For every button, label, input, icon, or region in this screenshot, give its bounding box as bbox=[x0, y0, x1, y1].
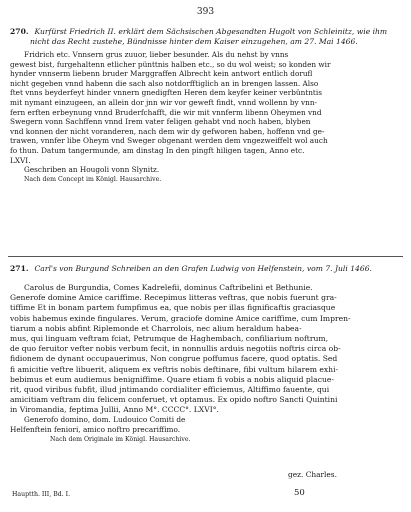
doc271-body bbox=[10, 283, 404, 444]
doc271-address-line: Generofo domino, dom. Ludouico Comiti de bbox=[24, 415, 186, 425]
doc270-number: 270. bbox=[10, 27, 29, 36]
doc271-line: fidionem de dynant occupauerimus, Non congrue poffumus facere, quod optatis. Sed bbox=[10, 354, 338, 364]
doc271-line: in Viromandia, feptima Jullii, Anno M°. CCCC°. LXVI°. bbox=[10, 405, 219, 415]
doc270-line: hynder vnnserm liebenn bruder Marggraffen Albrecht kein antwort entlich dorufl bbox=[10, 69, 313, 79]
doc270-title-line-1: Kurfürst Friedrich II. erklärt dem Sächsischen Abgesandten Hugolt von Schleinitz, wie ihm bbox=[34, 27, 388, 36]
doc271-line: fi amicitie veftre libuerit, aliquem ex veftris nobis deftinare, fibi vultum hilarem exhi- bbox=[10, 364, 339, 374]
doc270-source-note: Nach dem Concept im Königl. Hausarchive. bbox=[24, 175, 162, 183]
footer-signature-mark: 50 bbox=[294, 488, 305, 498]
doc271-line: rit, quod viribus fubfit, illud jntimando cordialiter efficiemus, Altiffimo fauente, qui bbox=[10, 384, 330, 394]
doc270-line: nicht gegeben vnnd habenn die sach also notdorfftiglich an in brengen lassen. Also bbox=[10, 78, 319, 88]
doc270-line: Swegern vonn Sachffenn vnnd Irem vater feligen gehabt vnd noch haben, blyben bbox=[10, 117, 311, 127]
doc270-title-line-2: nicht das Recht zustehe, Bündnisse hinter dem Kaiser einzugehen, am 27. Mai 1466. bbox=[30, 37, 358, 46]
doc271-title-text: Carl's von Burgund Schreiben an den Grafen Ludwig von Helfenstein, vom 7. Juli 1466. bbox=[34, 264, 372, 273]
doc271-source-note: Nach dem Originale im Königl. Hausarchive. bbox=[50, 435, 191, 443]
doc270-line: fo thun. Datum tangermunde, am dinstag In den pingft hiligen tagen, Anno etc. bbox=[10, 145, 305, 155]
doc270-line: ftet vnns beyderfeyt hinder vnnern gnedigften Heren dem keyfer keiner verbüntntis bbox=[10, 88, 322, 98]
doc271-line: mus, qui linguam veftram fciat, Petrumque de Haghembach, confiliarium noftrum, bbox=[10, 333, 328, 343]
doc270-line: vnd konnen der nicht voranderen, nach dem wir dy gefworen haben, hoffenn vnd ge- bbox=[10, 126, 325, 136]
doc270-line: gewest bist, furgehaltenn etlicher pünttnis halben etc., so du wol weist; so konden wir bbox=[10, 59, 331, 69]
doc271-signature: gez. Charles. bbox=[288, 470, 337, 479]
footer-volume-ref: Hauptth. III, Bd. I. bbox=[12, 491, 71, 498]
doc271-line: vobis habemus exinde fingulares. Verum, graciofe domine Amice cariffime, cum Impren- bbox=[10, 313, 351, 323]
doc271-line: de quo feruitor vefter nobis verbum fecit, in nonnullis arduis negotiis noftris circa ob- bbox=[10, 344, 341, 354]
doc271-title bbox=[10, 264, 402, 274]
doc271-line: amicitiam veftram diu felicem conferuet, vt optamus. Ex opido noftro Sancti Quintini bbox=[10, 395, 338, 405]
doc270-line: Fridrich etc. Vnnsern grus zuuor, lieber besunder. Als du nehst by vnns bbox=[24, 50, 289, 59]
doc271-line: Carolus de Burgundia, Comes Kadrelefii, dominus Caftribelini et Bethunie. bbox=[24, 283, 313, 292]
doc270-title bbox=[10, 27, 402, 47]
section-divider bbox=[8, 256, 403, 257]
page-number: 393 bbox=[196, 7, 215, 17]
doc270-closing: Geschriben an Hougoli vonn Slynitz. bbox=[24, 165, 160, 175]
doc271-line: Generofe domine Amice cariffime. Recepimus litteras veftras, que nobis fuerunt gra- bbox=[10, 293, 337, 303]
doc271-line: tiarum a nobis abfint Riplemonde et Charrolois, nec alium heraldum habea- bbox=[10, 323, 302, 333]
doc271-number: 271. bbox=[10, 264, 29, 273]
doc271-address-line: Helfenftein feniori, amico noftro precariffimo. bbox=[10, 425, 181, 435]
doc270-body bbox=[10, 50, 404, 184]
doc271-line: tiffime Et in bonam partem fumpfimus ea, que nobis per illas fignificaftis graciasque bbox=[10, 303, 336, 313]
doc270-line: fern erften erbeynung vnnd Bruderfchafft, die wir mit vnnferm libenn Oheymen vnd bbox=[10, 107, 322, 117]
doc270-line: mit nymant einzugeen, an allein dor jnn wir vor geweft findt, vnnd wollenn by vnn- bbox=[10, 97, 317, 107]
doc270-line: trawen, vnnfer libe Oheym vnd Sweger obgenant werden dem vngezweiffelt wol auch bbox=[10, 136, 328, 146]
doc271-line: bebimus et eum audiemus benigniffime. Quare etiam fi vobis a nobis aliquid placue- bbox=[10, 374, 334, 384]
doc270-line: LXVI. bbox=[10, 155, 31, 165]
